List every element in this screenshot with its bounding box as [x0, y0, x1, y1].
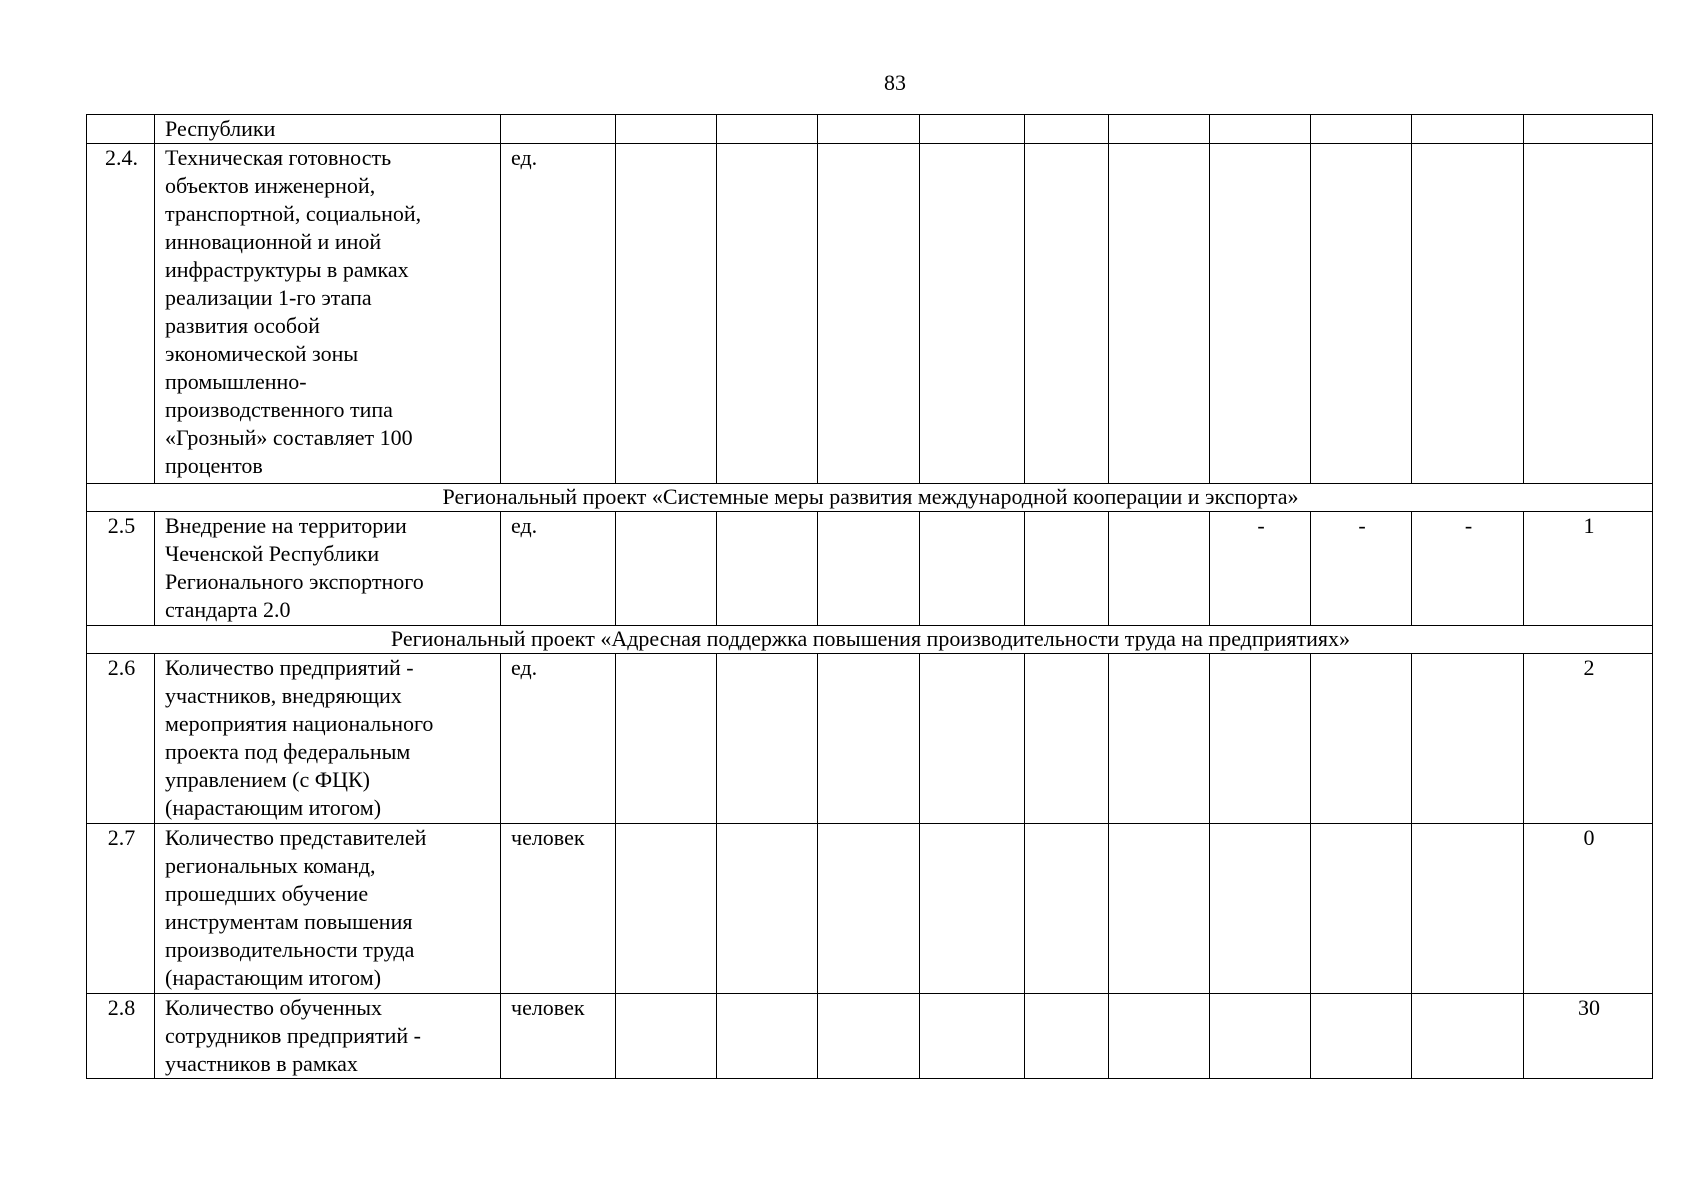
- value-cell: [818, 144, 920, 484]
- value-cell: 1: [1524, 512, 1653, 626]
- value-cell: [1109, 512, 1210, 626]
- value-cell: [1524, 115, 1653, 144]
- page-number: 83: [884, 70, 906, 95]
- value-cell: [717, 824, 818, 994]
- value-cell: [1412, 115, 1524, 144]
- section-row: [87, 626, 1653, 654]
- value-cell: 2: [1524, 654, 1653, 824]
- value-cell: [818, 512, 920, 626]
- indicators-table: [86, 114, 1653, 1079]
- value-cell: [920, 654, 1025, 824]
- value-cell: [1210, 824, 1311, 994]
- value-cell: [1109, 144, 1210, 484]
- value-cell: [1412, 144, 1524, 484]
- value-cell: [1210, 144, 1311, 484]
- value-cell: [1025, 512, 1109, 626]
- value-cell: -: [1311, 512, 1412, 626]
- value-cell: [1412, 824, 1524, 994]
- value-cell: [1025, 654, 1109, 824]
- table-row: [87, 512, 1653, 626]
- row-number: 2.4.: [87, 144, 155, 484]
- section-row: [87, 484, 1653, 512]
- value-cell: [1025, 115, 1109, 144]
- value-cell: [1025, 994, 1109, 1079]
- value-cell: [1524, 144, 1653, 484]
- value-cell: [818, 824, 920, 994]
- value-cell: [818, 994, 920, 1079]
- value-cell: [717, 144, 818, 484]
- row-number: 2.8: [87, 994, 155, 1079]
- value-cell: [717, 115, 818, 144]
- indicator-name: Количество представителей региональных команд, прошедших обучение инструментам повышения производительности труда (нарастающим итогом): [155, 824, 501, 994]
- value-cell: [1210, 115, 1311, 144]
- value-cell: [717, 512, 818, 626]
- value-cell: [920, 824, 1025, 994]
- unit-cell: [501, 115, 616, 144]
- table-row: [87, 654, 1653, 824]
- unit-cell: ед.: [501, 512, 616, 626]
- value-cell: [1311, 654, 1412, 824]
- value-cell: [1311, 115, 1412, 144]
- value-cell: [616, 654, 717, 824]
- row-number: [87, 115, 155, 144]
- value-cell: -: [1210, 512, 1311, 626]
- row-number: 2.7: [87, 824, 155, 994]
- indicator-name: Республики: [155, 115, 501, 144]
- value-cell: 0: [1524, 824, 1653, 994]
- value-cell: [1025, 144, 1109, 484]
- unit-cell: человек: [501, 824, 616, 994]
- value-cell: [1210, 654, 1311, 824]
- unit-cell: ед.: [501, 144, 616, 484]
- value-cell: [1109, 115, 1210, 144]
- unit-cell: человек: [501, 994, 616, 1079]
- row-number: 2.5: [87, 512, 155, 626]
- value-cell: [1109, 994, 1210, 1079]
- value-cell: -: [1412, 512, 1524, 626]
- value-cell: [920, 994, 1025, 1079]
- value-cell: [818, 654, 920, 824]
- value-cell: [616, 824, 717, 994]
- value-cell: [616, 994, 717, 1079]
- table-row: [87, 144, 1653, 484]
- table-row: [87, 115, 1653, 144]
- unit-cell: ед.: [501, 654, 616, 824]
- section-title: Региональный проект «Системные меры развития международной кооперации и экспорта»: [87, 484, 1653, 512]
- value-cell: [1210, 994, 1311, 1079]
- value-cell: [1109, 654, 1210, 824]
- value-cell: [616, 115, 717, 144]
- indicator-name: Количество предприятий - участников, внедряющих мероприятия национального проекта под федеральным управлением (с ФЦК) (нарастающим итогом): [155, 654, 501, 824]
- value-cell: [1109, 824, 1210, 994]
- section-title: Региональный проект «Адресная поддержка повышения производительности труда на предприятиях»: [87, 626, 1653, 654]
- value-cell: [1412, 994, 1524, 1079]
- value-cell: [717, 654, 818, 824]
- value-cell: [616, 512, 717, 626]
- value-cell: [616, 144, 717, 484]
- value-cell: [1412, 654, 1524, 824]
- table-row: [87, 994, 1653, 1079]
- value-cell: [717, 994, 818, 1079]
- indicator-name: Внедрение на территории Чеченской Республики Регионального экспортного стандарта 2.0: [155, 512, 501, 626]
- value-cell: [920, 512, 1025, 626]
- value-cell: [920, 144, 1025, 484]
- indicator-name: Техническая готовность объектов инженерной, транспортной, социальной, инновационной и иной инфраструктуры в рамках реализации 1-го этапа развития особой экономической зоны промышленно- производственного типа «Грозный» составляет 100 процентов: [155, 144, 501, 484]
- value-cell: [1311, 144, 1412, 484]
- table-row: [87, 824, 1653, 994]
- value-cell: [1025, 824, 1109, 994]
- value-cell: [1311, 824, 1412, 994]
- indicator-name: Количество обученных сотрудников предприятий - участников в рамках: [155, 994, 501, 1079]
- row-number: 2.6: [87, 654, 155, 824]
- value-cell: 30: [1524, 994, 1653, 1079]
- value-cell: [1311, 994, 1412, 1079]
- value-cell: [818, 115, 920, 144]
- value-cell: [920, 115, 1025, 144]
